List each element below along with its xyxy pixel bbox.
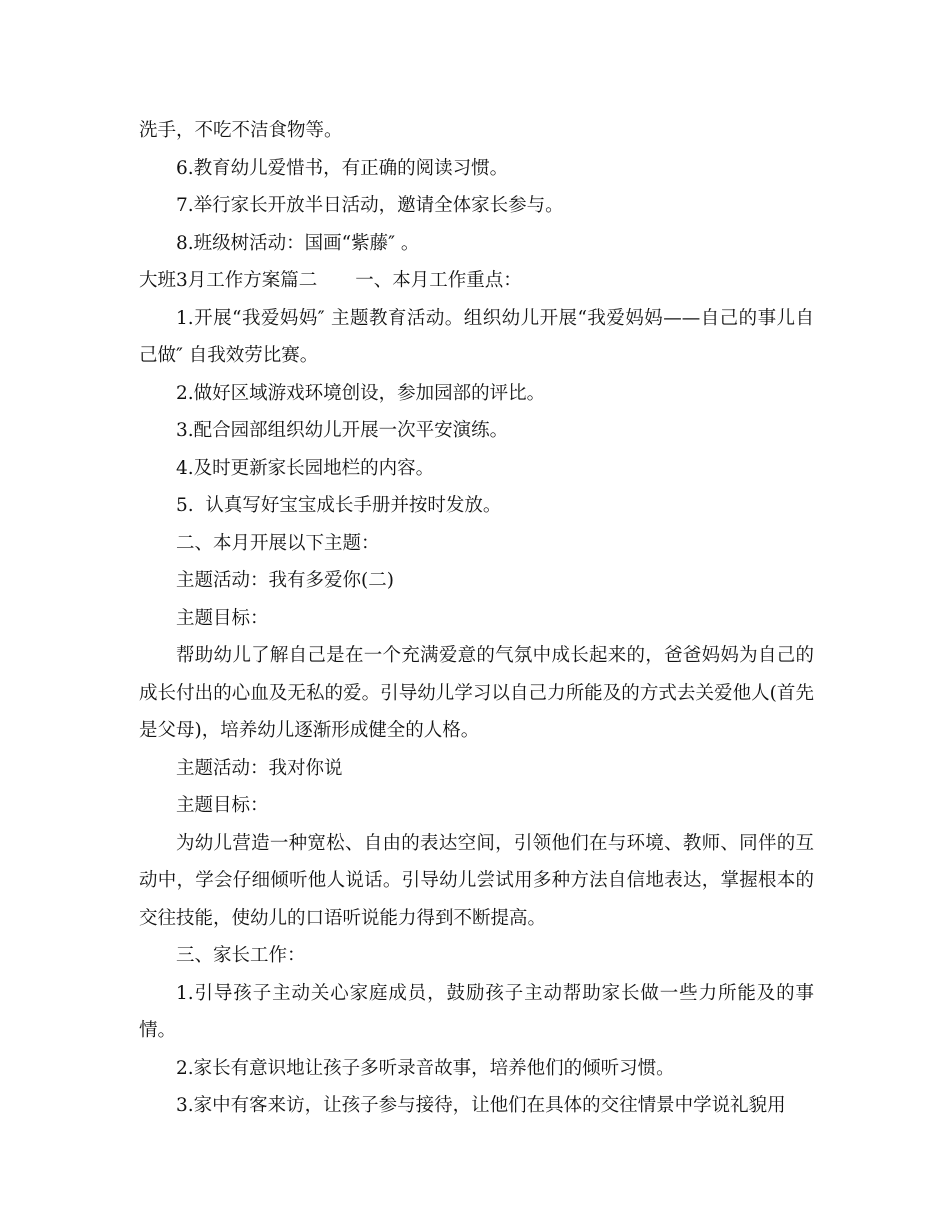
parents-heading: 三、家长工作： — [176, 945, 306, 966]
section-title: 大班3月工作方案篇二 — [139, 270, 318, 291]
theme-goal-text: 为幼儿营造一种宽松、自由的表达空间，引领他们在与环境、教师、同伴的互动中，学会仔细倾听他人说话。引导幼儿尝试用多种方法自信地表达，掌握根本的交往技能，使幼儿的口语听说能力得到不断提高。 — [139, 832, 814, 929]
focus-item: 1.开展“我爱妈妈″ 主题教育活动。组织幼儿开展“我爱妈妈——自己的事儿自己做″ 自我效劳比赛。 — [139, 307, 814, 366]
theme-goal-text: 帮助幼儿了解自己是在一个充满爱意的气氛中成长起来的，爸爸妈妈为自己的成长付出的心血及无私的爱。引导幼儿学习以自己力所能及的方式去关爱他人(首先是父母)，培养幼儿逐渐形成健全的人格。 — [139, 645, 814, 741]
text-line: 7.举行家长开放半日活动，邀请全体家长参与。 — [176, 195, 564, 216]
parent-item: 2.家长有意识地让孩子多听录音故事，培养他们的倾听习惯。 — [176, 1057, 675, 1079]
section-subtitle: 一、本月工作重点： — [355, 270, 522, 291]
text-line: 8.班级树活动：国画“紫藤″ 。 — [176, 232, 420, 254]
focus-item: 2.做好区域游戏环境创设，参加园部的评比。 — [176, 382, 546, 404]
focus-item: 3.配合园部组织幼儿开展一次平安演练。 — [176, 420, 509, 441]
theme-goal-label: 主题目标： — [176, 795, 269, 816]
document-body — [139, 112, 814, 1125]
parent-item: 1.引导孩子主动关心家庭成员，鼓励孩子主动帮助家长做一些力所能及的事情。 — [139, 982, 814, 1041]
theme-goal-label: 主题目标： — [176, 607, 269, 629]
theme-activity: 主题活动：我对你说 — [176, 757, 343, 779]
text-line: 洗手，不吃不洁食物等。 — [139, 120, 343, 141]
text-line: 6.教育幼儿爱惜书，有正确的阅读习惯。 — [176, 157, 509, 179]
theme-activity: 主题活动：我有多爱你(二) — [176, 570, 394, 591]
parent-item: 3.家中有客来访，让孩子参与接待，让他们在具体的交往情景中学说礼貌用 — [176, 1095, 786, 1116]
themes-heading: 二、本月开展以下主题： — [176, 532, 380, 554]
focus-item: 4.及时更新家长园地栏的内容。 — [176, 457, 435, 479]
focus-item: 5. 认真写好宝宝成长手册并按时发放。 — [176, 495, 502, 516]
section-heading — [139, 262, 814, 300]
